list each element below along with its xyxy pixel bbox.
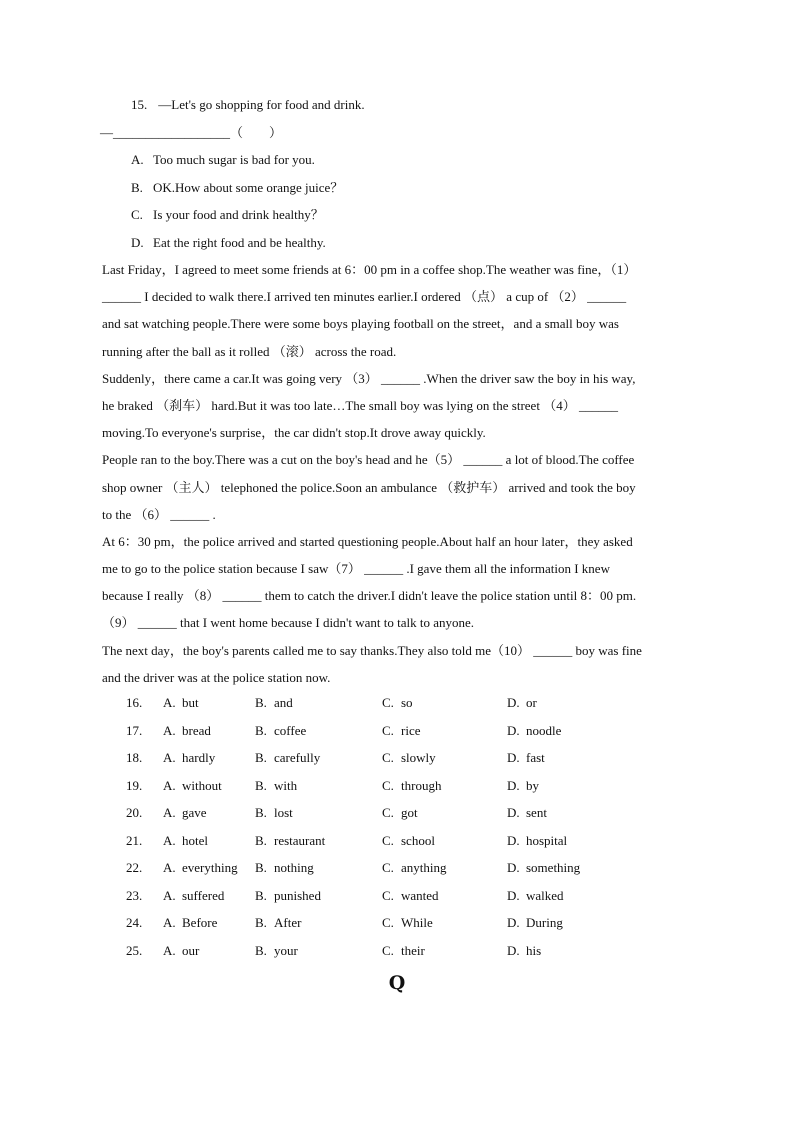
option-letter: B. [255,915,267,930]
option-letter: C. [382,777,394,793]
option-text: After [274,915,302,930]
option-d [131,234,365,262]
option-letter: B. [255,832,267,848]
option-text: their [401,942,425,958]
footer-mark: Q [388,972,406,994]
option-letter: D. [507,777,520,793]
option-text: lost [274,805,293,820]
choice-option-a [163,887,224,905]
question-number: 22. [126,860,143,875]
question-number: 21. [126,832,143,848]
option-text: with [274,777,298,793]
choice-option-d [507,832,567,850]
option-letter: D. [507,695,520,710]
question-number: 20. [126,805,143,820]
option-text: slowly [401,750,436,765]
option-text: bread [182,722,211,738]
choice-option-a [163,694,199,712]
choice-option-a [163,914,217,932]
option-letter: A. [163,750,176,765]
option-text: noodle [526,722,562,738]
question-number: 23. [126,887,143,903]
option-letter: C. [382,887,394,903]
passage-line: running after the ball as it rolled （滚） across the road. [102,343,397,359]
choice-option-b [255,832,325,850]
option-letter: B. [255,942,267,958]
option-letter: A. [163,832,176,848]
answer-blank-line: —__________________（ ） [100,124,283,140]
passage-line: to the （6） ______ . [102,506,216,522]
choice-option-a [163,832,208,850]
option-text: hardly [182,750,216,765]
choice-option-d [507,804,547,822]
choice-option-d [507,777,539,795]
passage-line: me to go to the police station because I saw（7） ______ .I gave them all the information I knew [102,561,610,577]
option-letter: B. [255,777,267,793]
option-letter: C. [382,832,394,848]
option-text: Before [182,915,218,930]
option-letter: A. [163,695,176,710]
passage-line: moving.To everyone's surprise，the car didn't stop.It drove away quickly. [102,425,486,441]
cloze-passage [102,261,702,696]
choice-option-a [163,859,238,877]
option-text: Is your food and drink healthy？ [153,207,324,222]
option-letter: D. [507,860,520,875]
passage-line: and the driver was at the police station now. [102,669,331,685]
choice-option-b [255,722,306,740]
option-c [131,206,365,234]
choice-option-d [507,859,580,877]
option-text: restaurant [274,832,326,848]
option-text: wanted [401,887,439,903]
option-text: something [526,860,581,875]
option-letter: D. [131,234,144,250]
option-text: anything [401,860,447,875]
option-letter: D. [507,887,520,903]
option-b [131,179,365,207]
option-letter: C. [382,915,394,930]
option-text: got [401,805,418,820]
choice-option-c [382,887,439,905]
choice-option-d [507,942,541,960]
choice-option-a [163,722,211,740]
choice-option-a [163,804,207,822]
option-text: everything [182,860,238,875]
option-letter: A. [163,860,176,875]
choice-option-c [382,832,435,850]
option-letter: C. [382,805,394,820]
option-letter: D. [507,805,520,820]
option-text: school [401,832,435,848]
choice-option-c [382,777,441,795]
question-number: 18. [126,750,143,765]
option-letter: B. [255,887,267,903]
choice-option-d [507,749,545,767]
choice-option-c [382,749,436,767]
choice-option-b [255,804,293,822]
choice-option-c [382,694,413,712]
choice-option-b [255,887,321,905]
choice-option-c [382,859,447,877]
choice-option-c [382,804,418,822]
choice-option-a [163,942,199,960]
option-letter: A. [163,915,176,930]
option-text: hotel [182,832,208,848]
option-text: punished [274,887,321,903]
question-number: 17. [126,722,143,738]
option-text: his [526,942,542,958]
option-letter: D. [507,942,520,958]
option-text: rice [401,722,421,738]
choice-option-c [382,942,425,960]
option-text: by [526,777,539,793]
option-text: While [401,915,433,930]
option-letter: C. [382,722,394,738]
option-letter: D. [507,722,520,738]
option-letter: A. [163,777,176,793]
passage-line: Suddenly，there came a car.It was going very （3） ______ .When the driver saw the boy in his way, [102,370,636,386]
option-letter: A. [163,805,176,820]
question-15 [100,96,365,261]
option-letter: A. [163,942,176,958]
passage-line: ______ I decided to walk there.I arrived ten minutes earlier.I ordered （点） a cup of （2） ______ [102,289,627,305]
passage-line: People ran to the boy.There was a cut on the boy's head and he（5） ______ a lot of blood.The coffee [102,452,635,468]
option-a [131,151,365,179]
question-number: 25. [126,942,143,958]
passage-line: and sat watching people.There were some boys playing football on the street，and a small boy was [102,316,619,332]
option-letter: C. [382,860,394,875]
option-text: so [401,695,413,710]
option-letter: D. [507,832,520,848]
option-text: nothing [274,860,314,875]
option-letter: B. [131,179,143,195]
option-letter: C. [131,207,143,222]
option-text: or [526,695,537,710]
option-letter: B. [255,695,267,710]
choice-option-b [255,942,298,960]
option-letter: A. [131,152,144,167]
choice-option-a [163,749,215,767]
passage-line: shop owner （主人） telephoned the police.Soon an ambulance （救护车） arrived and took the boy [102,479,636,495]
choice-option-b [255,859,314,877]
option-text: without [182,777,222,793]
option-letter: D. [507,750,520,765]
choice-option-a [163,777,222,795]
option-text: through [401,777,442,793]
question-number: 15. [131,97,148,112]
option-text: Too much sugar is bad for you. [153,152,315,167]
option-letter: C. [382,750,394,765]
option-letter: B. [255,805,267,820]
option-text: During [526,915,563,930]
option-text: hospital [526,832,568,848]
choice-option-d [507,722,561,740]
option-text: carefully [274,750,321,765]
option-letter: B. [255,722,267,738]
choice-option-c [382,722,420,740]
choice-option-c [382,914,433,932]
choice-option-b [255,914,301,932]
passage-line: he braked （刹车） hard.But it was too late…The small boy was lying on the street （4） ______ [102,397,618,413]
passage-line: because I really （8） ______ them to catch the driver.I didn't leave the police station until 8：00 pm. [102,588,637,604]
option-text: Eat the right food and be healthy. [153,234,326,250]
option-letter: A. [163,722,176,738]
option-text: suffered [182,887,225,903]
option-text: OK.How about some orange juice？ [153,179,344,195]
question-number: 16. [126,695,143,710]
option-letter: C. [382,942,394,958]
passage-line: The next day，the boy's parents called me to say thanks.They also told me（10） ______ boy was fine [102,642,642,658]
passage-line: （9） ______ that I went home because I didn't want to talk to anyone. [102,615,475,631]
option-letter: B. [255,750,267,765]
option-text: our [182,942,200,958]
question-number: 19. [126,777,143,793]
choice-option-d [507,887,564,905]
option-letter: B. [255,860,267,875]
option-text: walked [526,887,564,903]
choice-option-b [255,749,320,767]
choice-option-d [507,694,537,712]
option-text: sent [526,805,547,820]
passage-line: At 6：30 pm，the police arrived and started questioning people.About half an hour later，they asked [102,533,633,549]
passage-line: Last Friday，I agreed to meet some friends at 6：00 pm in a coffee shop.The weather was fine，（1） [102,262,637,277]
option-text: coffee [274,722,307,738]
option-text: gave [182,805,207,820]
choice-option-d [507,914,563,932]
option-letter: A. [163,887,176,903]
question-number: 24. [126,915,143,930]
choice-option-b [255,694,293,712]
option-text: and [274,695,293,710]
question-prompt: —Let's go shopping for food and drink. [158,97,365,112]
option-letter: C. [382,695,394,710]
option-text: your [274,942,298,958]
option-text: fast [526,750,545,765]
option-text: but [182,695,199,710]
choice-option-b [255,777,297,795]
option-letter: D. [507,915,520,930]
question-15-prompt-line [131,96,365,124]
